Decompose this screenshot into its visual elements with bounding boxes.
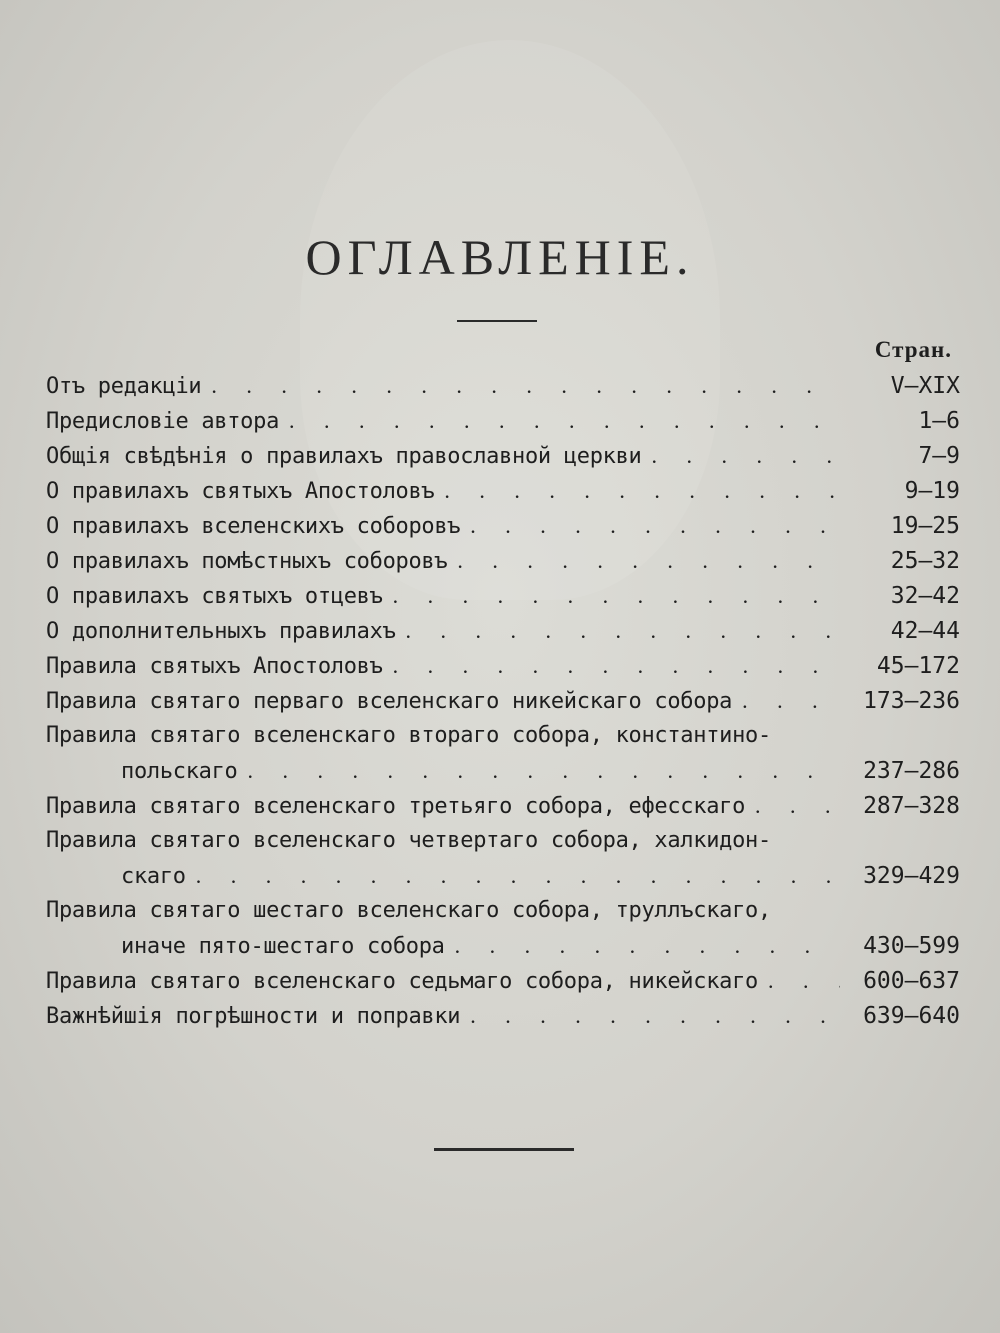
dot-leader	[393, 648, 840, 683]
toc-entry-title: Правила святаго вселенскаго третьяго собора, ефесскаго	[46, 794, 746, 819]
dot-leader	[768, 963, 840, 998]
toc-entry-title: Правила святаго перваго вселенскаго никейскаго собора	[46, 689, 733, 714]
dot-leader	[470, 508, 840, 543]
toc-entry	[46, 963, 960, 998]
toc-entry-pages: 287—328	[863, 793, 960, 819]
dot-leader	[455, 928, 840, 963]
toc-entry	[46, 683, 960, 718]
dot-leader	[196, 858, 840, 893]
toc-entry-title: Правила святаго вселенскаго втораго собора, константино-	[46, 723, 771, 748]
toc-entry-title: О дополнительныхъ правилахъ	[46, 619, 396, 644]
toc-entry-pages: 600—637	[863, 968, 960, 994]
toc-entry-first-line	[46, 823, 960, 858]
toc-entry-pages: 430—599	[863, 933, 960, 959]
toc-entry-title: О правилахъ святыхъ отцевъ	[46, 584, 383, 609]
toc-entry-pages: 9—19	[904, 478, 960, 504]
toc-entry	[46, 753, 960, 788]
dot-leader	[742, 683, 840, 718]
toc-entry-pages: 639—640	[863, 1003, 960, 1029]
toc-entry-pages: 7—9	[918, 443, 960, 469]
toc-entry-pages: 45—172	[876, 653, 960, 679]
toc-entry	[46, 368, 960, 403]
toc-entry-title: Правила святаго шестаго вселенскаго собора, труллъскаго,	[46, 898, 771, 923]
toc-entry	[46, 578, 960, 613]
toc-entry	[46, 928, 960, 963]
dot-leader	[211, 368, 840, 403]
toc-entry-title: Правила святаго вселенскаго седьмаго собора, никейскаго	[46, 969, 758, 994]
toc-entry-pages: 25—32	[890, 548, 960, 574]
toc-entry	[46, 858, 960, 893]
dot-leader	[406, 613, 840, 648]
toc-entry	[46, 788, 960, 823]
toc-entry-pages: 32—42	[890, 583, 960, 609]
toc-entry	[46, 473, 960, 508]
toc-entry-title: О правилахъ помѣстныхъ соборовъ	[46, 549, 448, 574]
toc-entry-first-line	[46, 718, 960, 753]
toc-entry-pages: 329—429	[863, 863, 960, 889]
toc-entry	[46, 648, 960, 683]
title-divider	[457, 320, 537, 322]
toc-entry-pages: 173—236	[863, 688, 960, 714]
toc-entry-title: Отъ редакціи	[46, 374, 202, 399]
table-of-contents	[46, 368, 960, 1033]
toc-entry-title: О правилахъ вселенскихъ соборовъ	[46, 514, 461, 539]
toc-entry-pages: 42—44	[890, 618, 960, 644]
dot-leader	[457, 543, 840, 578]
toc-entry-first-line	[46, 893, 960, 928]
dot-leader	[444, 473, 840, 508]
toc-entry-pages: 237—286	[863, 758, 960, 784]
toc-entry-title: Правила святаго вселенскаго четвертаго собора, халкидон-	[46, 828, 771, 853]
toc-entry-continuation: скаго	[121, 864, 186, 889]
toc-entry-title: Правила святыхъ Апостоловъ	[46, 654, 383, 679]
toc-entry-title: Предисловіе автора	[46, 409, 280, 434]
toc-entry-pages: 19—25	[890, 513, 960, 539]
toc-entry-pages: V—XIX	[890, 373, 960, 399]
toc-entry	[46, 438, 960, 473]
toc-entry	[46, 403, 960, 438]
toc-entry-title: О правилахъ святыхъ Апостоловъ	[46, 479, 435, 504]
dot-leader	[651, 438, 840, 473]
dot-leader	[470, 998, 840, 1033]
page-title: ОГЛАВЛЕНІЕ.	[305, 229, 695, 285]
toc-entry-continuation: иначе пято-шестаго собора	[121, 934, 445, 959]
dot-leader	[289, 403, 840, 438]
end-divider	[434, 1148, 574, 1151]
toc-entry-title: Важнѣйшія погрѣшности и поправки	[46, 1004, 461, 1029]
pages-column-header: Стран.	[874, 337, 952, 362]
toc-entry	[46, 613, 960, 648]
toc-entry	[46, 998, 960, 1033]
dot-leader	[393, 578, 840, 613]
dot-leader	[755, 788, 840, 823]
toc-entry-pages: 1—6	[918, 408, 960, 434]
dot-leader	[248, 753, 840, 788]
toc-entry	[46, 508, 960, 543]
toc-entry-title: Общія свѣдѣнія о правилахъ православной церкви	[46, 444, 642, 469]
toc-entry	[46, 543, 960, 578]
toc-entry-continuation: польскаго	[121, 759, 238, 784]
